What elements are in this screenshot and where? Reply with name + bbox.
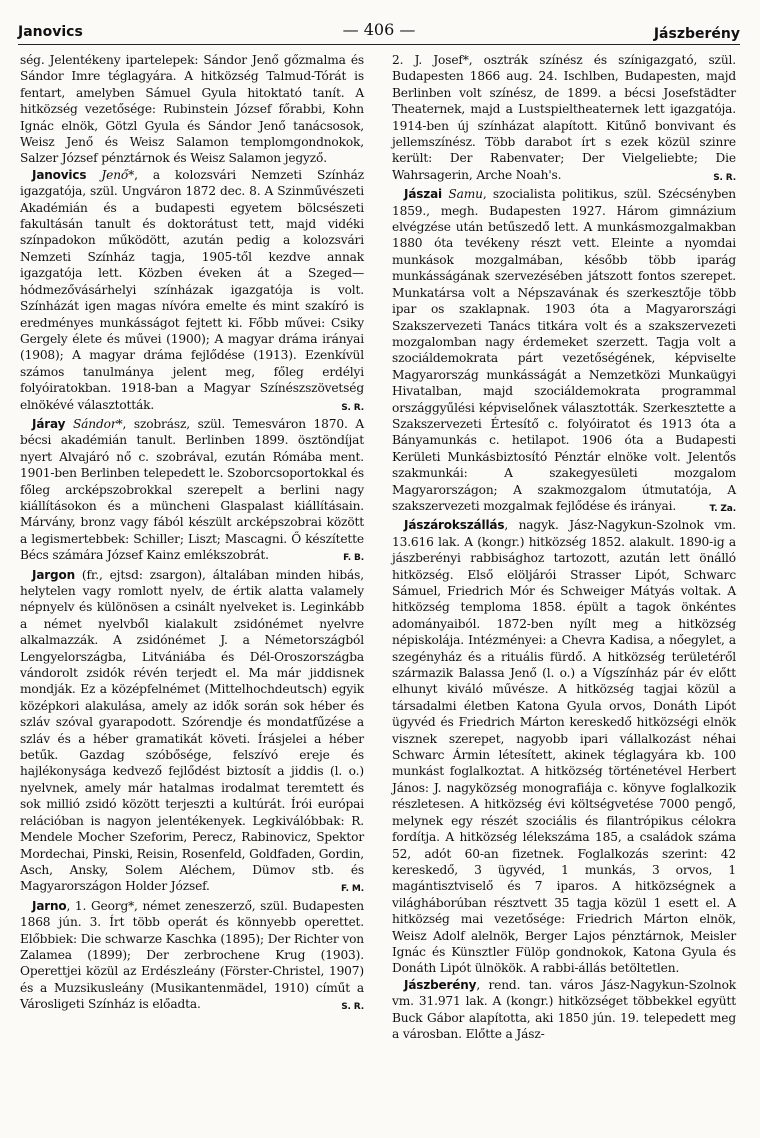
dictionary-entry bbox=[20, 898, 364, 1016]
dictionary-entry bbox=[20, 416, 364, 567]
entry-text: , rend. tan. város Jász-Nagykun-Szolnok vm. 31.971 lak. A (kongr.) hitközséget többekkel együtt Buck Gábor alapította, aki 1850 jún. 19. telepedett meg a városban. Előtte a Jász- bbox=[392, 977, 736, 1041]
dictionary-entry bbox=[392, 977, 736, 1043]
entry-text: , nagyk. Jász-Nagykun-Szolnok vm. 13.616 lak. A (kongr.) hitközség 1852. alakult. 1890-ig a jászberényi rabbisághoz tartozott, azután lett önálló hitközség. Első elöljárói Strasser Lipót, Schwarc Sámuel, Friedrich Mór és Schweiger Mátyás voltak. A hitközség temploma 1858. épült a tagok önkéntes adományaiból. 1872-ben nyílt meg a hitközség népiskolája. Intézményei: a Chevra Kadisa, a nőegylet, a szegényház és a rituális fürdő. A hitközség területéről származik Balassa Jenő (l. o.) a Vígszínház pár év előtt elhunyt kiváló művésze. A hitközség tagjai közül a társadalmi életben Katona Gyula orvos, Donáth Lipót ügyvéd és Friedrich Márton kereskedő hitközségi elnök visznek szerepet, nagyobb ipari vállalkozást néhai Schwarc Ármin létesített, akinek téglagyára kb. 100 munkást foglalkoztat. A hitközség történetével Herbert János: J. nagyközség monografiája c. könyve foglalkozik részletesen. A hitközség évi költségvetése 7000 pengő, melynek egy részét szociális és filantrópikus célokra fordítja. A hitközség lélekszáma 185, a családok száma 52, adót 60-an fizetnek. Foglalkozás szerint: 42 kereskedő, 3 ügyvéd, 1 munkás, 3 orvos, 1 magántisztviselő és 7 iparos. A hitközségnek a világháborúban résztvett 35 tagja közül 1 esett el. A hitközség mai vezetősége: Friedrich Márton elnök, Weisz Adolf alelnök, Berger Lajos pénztárnok, Meisler Ignác és Künsztler Fülöp gondnokok, Katona Gyula és Donáth Lipót ülnökök. A rabbi-állás betöltetlen. bbox=[392, 518, 736, 976]
author-signature: F. B. bbox=[343, 553, 364, 564]
header-rule bbox=[18, 44, 740, 45]
dictionary-entry bbox=[392, 517, 736, 976]
entry-headword: Janovics bbox=[32, 167, 87, 182]
entry-headword: Jarno bbox=[32, 898, 67, 913]
author-signature: F. M. bbox=[340, 884, 364, 895]
header-right-word: Jászberény bbox=[653, 26, 740, 42]
entry-continuation bbox=[392, 52, 736, 186]
entry-headword: Jargon bbox=[32, 567, 75, 582]
header-left-word: Janovics bbox=[18, 24, 83, 40]
left-column bbox=[20, 52, 364, 1016]
page-number: — 406 — bbox=[342, 20, 416, 39]
entry-text: , szocialista politikus, szül. Szécsényben 1859., megh. Budapesten 1927. Három gimnázium elvégzése után betűszedő lett. A munkásmozgalmakban 1880 óta tevékeny részt vett. Eleinte a nyomdai munkások mozgalmában, később több iparág munkásságának szervezésében játszott fontos szerepet. Munkatársa volt a Népszavának és szerkesztője több ipar os szaklapnak. 1903 óta a Magyarországi Szakszervezeti Tanács titkára volt és a szakszervezeti mozgalomban nagy érdemeket szerzett. Tagja volt a szociáldemokrata párt vezetőségének, képviselte Magyarország munkásságát a Nemzetközi Munkaügyi Hivatalban, majd szociáldemokrata programmal országgyűlési képviselőnek választották. Szerkesztette a Szakszervezeti Értesítő c. folyóiratot és 1913 óta a Bányamunkás c. hetilapot. 1906 óta a Budapesti Kerületi Munkásbiztosító Pénztár elnöke volt. Jelentős szakmunkái: A szakegyesületi mozgalom Magyarországon; A szakmozgalom útmutatója, A szakszervezeti mozgalmak fejlődése és irányai. bbox=[392, 187, 736, 513]
author-signature: S. R. bbox=[713, 172, 736, 183]
author-signature: T. Za. bbox=[709, 503, 736, 514]
entry-headword: Jászárokszállás bbox=[404, 518, 505, 533]
entry-text: , a kolozsvári Nemzeti Színház igazgatója, szül. Ungváron 1872 dec. 8. A Szinművészeti Akadémián és a budapesti egyetem bölcsészeti fakultásán tanult és doktorátust tett, majd vidéki színpadokon működött, azután pedig a kolozsvári Nemzeti Színház tagja, 1905-től kezdve annak igazgatója lett. Közben éveken át a Szeged—hódmezővásárhelyi színházak igazgatója is volt. Színházát igen magas nívóra emelte és mint szakíró is eredményes munkásságot fejtett ki. Főbb művei: Csiky Gergely élete és művei (1900); A magyar dráma irányai (1908); A magyar dráma fejlődése (1913). Ezenkívül számos tanulmánya jelent meg, főleg erdélyi folyóiratokban. 1918-ban a Magyar Színészszövetség elnökévé választották. bbox=[20, 167, 364, 412]
entry-text: , szobrász, szül. Temesváron 1870. A bécsi akadémián tanult. Berlinben 1899. ösztöndíjat nyert Alvajáró nő c. szobrával, ezután Rómába ment. 1901-ben Berlinben telepedett le. Szoborcsoportokkal és főleg arcképszobrokkal szerepelt a berlini nagy kiállításokon és a müncheni Glaspalast kiállításain. Márvány, bronz vagy fából készült arcképszobrai között a legismertebbek: Schiller; Liszt; Mascagni. Ő készítette Bécs számára József Kainz emlékszobrát. bbox=[20, 416, 364, 563]
entry-text: 2. J. Josef*, osztrák színész és színigazgató, szül. Budapesten 1866 aug. 24. Ischlben, Budapesten, majd Berlinben volt színész, de 1899. a bécsi Josefstädter Theaternek, majd a Lustspieltheaternek lett igazgatója. 1914-ben új színházat alapított. Kitűnő bonvivant és jellemszínész. Több darabot írt s ezek közül szinre került: Der Rabenvater; Der Vielgeliebte; Die Wahrsagerin, Arche Noah's. bbox=[392, 53, 736, 182]
entry-subhead: Sándor* bbox=[72, 416, 123, 431]
entry-headword: Járay bbox=[32, 416, 66, 431]
dictionary-entry bbox=[392, 186, 736, 517]
dictionary-entry bbox=[20, 567, 364, 898]
entry-headword: Jászberény bbox=[404, 977, 477, 992]
dictionary-entry bbox=[20, 167, 364, 416]
entry-text: ség. Jelentékeny ipartelepek: Sándor Jenő gőzmalma és Sándor Imre téglagyára. A hitközség Talmud-Tórát is fentart, amelyben Sámuel Gyula hitoktató tanít. A hitközség vezetősége: Rubinstein József főrabbi, Kohn Ignác elnök, Götzl Gyula és Sándor Jenő tanácsosok, Weisz Jenő és Weisz Salamon templomgondnokok, Salzer József pénztárnok és Weisz Salamon jegyző. bbox=[20, 53, 364, 166]
entry-text: , 1. Georg*, német zeneszerző, szül. Budapesten 1868 jún. 3. Írt több operát és könnyebb operettet. Előbbiek: Die schwarze Kaschka (1895); Der Richter von Zalamea (1899); Der zerbrochene Krug (1903). Operettjei közül az Erdészleány (Förster-Christel, 1907) és a Muzsikusleány (Musikantenmädel, 1910) címűt a Városligeti Színház is előadta. bbox=[20, 898, 364, 1012]
entry-text: (fr., ejtsd: zsargon), általában minden hibás, helytelen vagy romlott nyelv, de értik alatta valamely népnyelv és különösen a csinált nyelveket is. Leginkább a német nyelvből kialakult zsidónémet nyelvre alkalmazzák. A zsidónémet J. a Németországból Lengyelországba, Litvániába és Dél-Oroszországba vándorolt zsidók révén terjedt el. Ma már jiddisnek mondják. Ez a középfelnémet (Mittelhochdeutsch) egyik középkori alakulása, amely az idők során sok héber és szláv szóval gyarapodott. Szórendje és mondatfűzése a szláv és a héber gramatikát követi. Írásjelei a héber betűk. Gazdag szóbősége, felszívó ereje és hajlékonysága kedvező fejlődést biztosít a jiddis (l. o.) nyelvnek, amely már hatalmas irodalmat teremtett és sok millió zsidó között terjeszti a kultúrát. Írói európai relációban is nagyon jelentékenyek. Legkiválóbbak: R. Mendele Mocher Szeforim, Perecz, Rabinovicz, Spektor Mordechai, Pinski, Reisin, Rosenfeld, Goldfaden, Gordin, Asch, Ansky, Solem Aléchem, Dümov stb. és Magyarországon Holder József. bbox=[20, 567, 364, 894]
entry-subhead: Jenő* bbox=[101, 167, 135, 182]
entry-subhead: Samu bbox=[448, 187, 483, 202]
entry-headword: Jászai bbox=[404, 187, 443, 202]
author-signature: S. R. bbox=[341, 1002, 364, 1013]
author-signature: S. R. bbox=[341, 402, 364, 413]
right-column bbox=[392, 52, 736, 1042]
entry-continuation bbox=[20, 52, 364, 167]
running-header bbox=[18, 20, 740, 44]
